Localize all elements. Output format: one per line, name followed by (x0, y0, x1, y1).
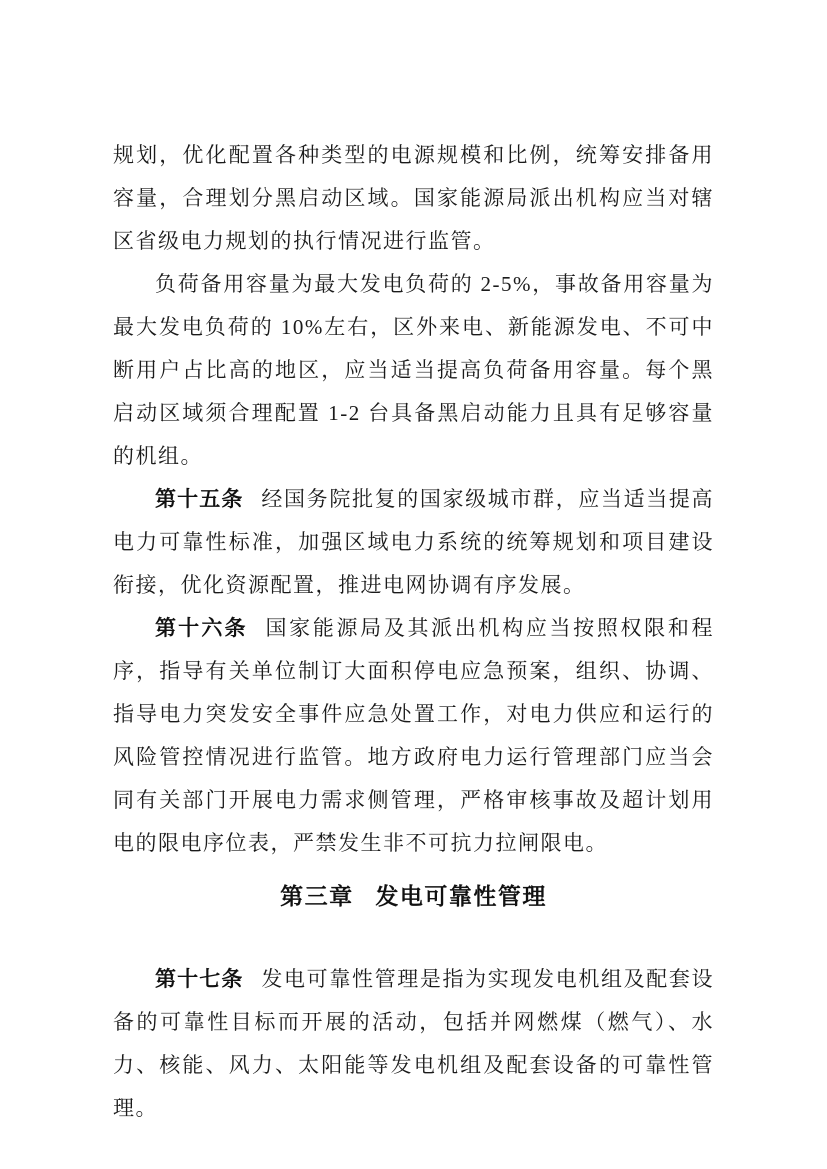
article-15-number: 第十五条 (155, 488, 244, 511)
paragraph-article-17 (113, 958, 714, 1130)
article-16-text: 国家能源局及其派出机构应当按照权限和程序，指导有关单位制订大面积停电应急预案，组织、协调、指导电力突发安全事件应急处置工作，对电力供应和运行的风险管控情况进行监管。地方政府电力运行管理部门应当会同有关部门开展电力需求侧管理，严格审核事故及超计划用电的限电序位表，严禁发生非不可抗力拉闸限电。 (113, 616, 715, 855)
paragraph-article-15 (113, 478, 714, 607)
chapter-3-title: 发电可靠性管理 (375, 883, 547, 909)
paragraph-article-16 (113, 607, 714, 865)
chapter-3-number: 第三章 (280, 883, 354, 909)
article-17-text: 发电可靠性管理是指为实现发电机组及配套设备的可靠性目标而开展的活动，包括并网燃煤（燃气）、水力、核能、风力、太阳能等发电机组及配套设备的可靠性管理。 (113, 967, 715, 1120)
article-16-number: 第十六条 (155, 617, 248, 640)
article-15-text: 经国务院批复的国家级城市群，应当适当提高电力可靠性标准，加强区域电力系统的统筹规划和项目建设衔接，优化资源配置，推进电网协调有序发展。 (113, 487, 715, 597)
article-17-number: 第十七条 (155, 968, 244, 991)
chapter-3-heading (113, 875, 714, 918)
paragraph-reserve-capacity: 负荷备用容量为最大发电负荷的 2-5%，事故备用容量为最大发电负荷的 10%左右，区外来电、新能源发电、不可中断用户占比高的地区，应当适当提高负荷备用容量。每个黑启动区域须合理配置 1-2 台具备黑启动能力且具有足够容量的机组。 (113, 272, 714, 468)
paragraph-continuation: 规划，优化配置各种类型的电源规模和比例，统筹安排备用容量，合理划分黑启动区域。国家能源局派出机构应当对辖区省级电力规划的执行情况进行监管。 (113, 143, 714, 253)
